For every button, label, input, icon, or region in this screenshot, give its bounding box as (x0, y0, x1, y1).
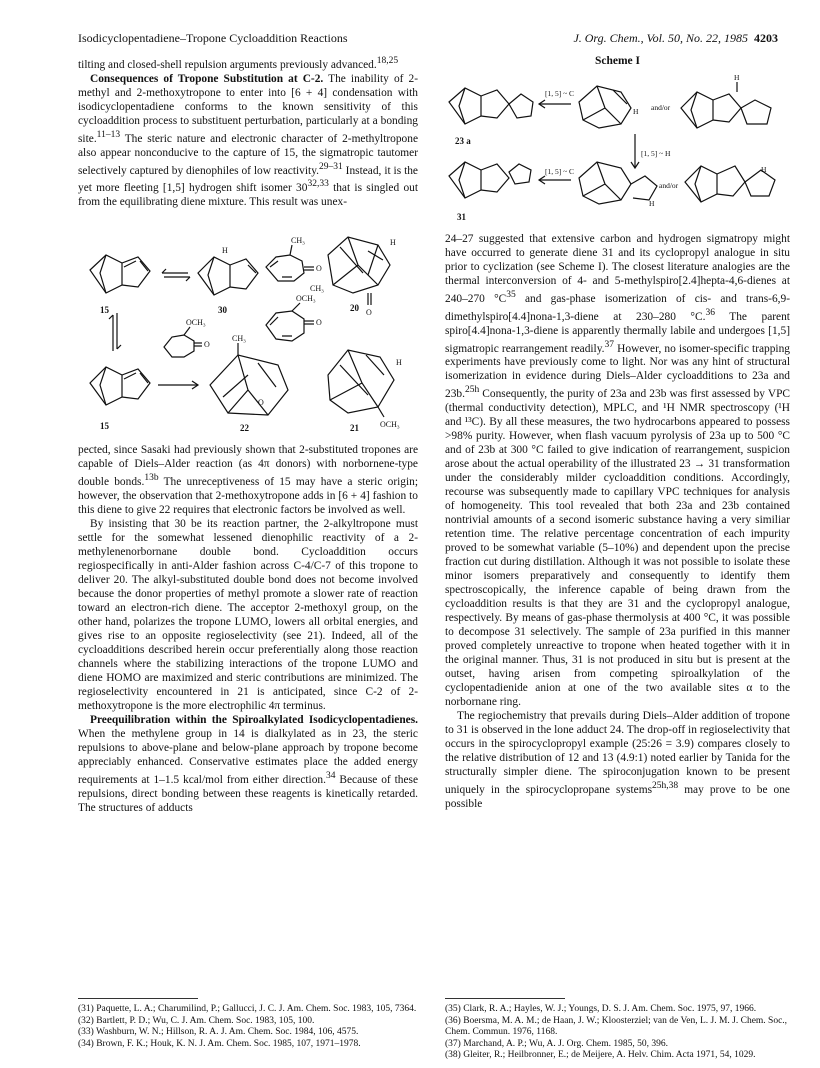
footnote-rule (445, 998, 565, 999)
footnote: (34) Brown, F. K.; Houk, K. N. J. Am. Chem. Soc. 1985, 107, 1971–1978. (78, 1038, 361, 1049)
left-column (78, 54, 418, 815)
compound-label: 15 (100, 421, 109, 432)
footnote: (36) Boersma, M. A. M.; de Haan, J. W.; Kloosterziel; van de Ven, L. J. M. J. Chem. Soc., Chem. Commun. 1976, 1168. (445, 1015, 788, 1037)
footnote: (31) Paquette, L. A.; Charumilind, P.; Gallucci, J. C. J. Am. Chem. Soc. 1983, 105, 7364. (78, 1004, 417, 1014)
h-label: H (633, 107, 639, 116)
paragraph: 24–27 suggested that extensive carbon and hydrogen sigmatropy might have occurred to generate diene 31 and its cyclopropyl analogue in situ prior to cyclization (see Scheme I). The closest literature analogies are the thermal interconversion of 4- and 5-methylspiro[2.4]hepta-4,6-dienes at 240–270 $^\circ C^{35}$ and gas-phase isomerization of cis- and trans-6,9-dimethylspiro[4.4]nona-1,3-diene at 230–280 °C.$^{36}$ The parent spiro[4.4]nona-1,3-diene is apparently thermally labile and undergoes [1,5] sigmatropic rearrangement readily.$^{37}$ However, no isomer-specific trapping experiments have previously come to light. Nor was any hint of structural isomerization in evidence during Diels–Alder cycloadditions to 23a and 23b.$^{25h}$ Consequently, the purity of 23a and 23b was first assessed by VPC (thermal conductivity detection), MPLC, and ¹H NMR spectroscopy (¹H and ¹³C). By all these measures, the two hydrocarbons appeared to possess >98% purity. However, when flash vacuum pyrolysis of 23a up to 500 °C and of 23b at 300 °C failed to give indication of rearrangement, suspicion arose about the actual operability of the illustrated 23 → 31 transformation under the considerably milder cycloaddition conditions. Accordingly, recourse was subsequently made to capillary VPC techniques for analysis of homogeneity. This tool revealed that both 23a and 23b contained nontrivial amounts of a second isomeric substance having a very similiar retention time. The relative percentage concentration of each impurity proved to be somewhat variable (5–10%) and dependent upon the precise fraction cut during distillation. Although it was not possible to isolate these minor isomers preparatively and consequently to identify them spectroscopically, the inference capable of being drawn from the cycloaddition results is that they are 31 and the cyclopropyl analogue, respectively. By means of gas-phase thermolysis at 400 °C, it was possible to decompose 31 selectively. The sample of 23a purified in this manner proved completely unreactive to tropone when heated together with it in the original manner. Thus, 31 is not produced in situ but is present at the outset, having arisen from competing spiroalkylation of the cyclopentadienide anion at one of the two available sites α to the norbornane ring. (445, 233, 790, 709)
compound-label: 22 (240, 423, 249, 434)
section-heading: Preequilibration within the Spiroalkylated Isodicyclopentadienes. (90, 713, 418, 726)
paragraph: Consequences of Tropone Substitution at C-2. The inability of 2-methyl and 2-methoxytropone to enter into [6 + 4] condensation with isodicyclopentadiene conforms to the known sensitivity of this cycloaddition process to substituent perturbation, particularly at a bonding site.$^{11-13}$ The steric nature and electronic character of 2-methyltropone also appear nonconducive to the capture of 15, the sigmatropic tautomer selectively captured by dienophiles of low reactivity.$^{29-31}$ Instead, it is the yet more fleeting [1,5] hydrogen shift isomer 30$^{32,33}$ that is singled out from the equilibrating diene mixture. This result was unex- (78, 72, 418, 209)
header-journal-info (573, 31, 778, 46)
group-label: O (316, 264, 322, 274)
scheme-diagram (445, 72, 790, 226)
group-label: O (204, 340, 210, 350)
paragraph: By insisting that 30 be its reaction partner, the 2-alkyltropone must settle for the somewhat lessened dienophilic reactivity of a 2-methylenenorbornane double bond. Cycloaddition occurs regiospecifically in anti-Alder fashion across C-4/C-7 of this tropone to deliver 20. The alkyl-substituted double bond does not become involved because the donor properties of methyl promote a slower rate of reaction toward an electron-rich diene. The acceptor 2-methoxyl group, on the other hand, polarizes the tropone LUMO, lowers all orbital energies, and gives rise to an opposite regioselectivity (see 21). Indeed, all of the cycloadditions described herein occur preferentially along those reaction channels where the stabilizing interactions of the tropone LUMO and diene HOMO are maximized and steric contributions are minimized. The regioselectivity encountered in 21 is anticipated, since C-2 of 2-methoxytropone is the more electrophilic 4π terminus. (78, 517, 418, 712)
footnote: (32) Bartlett, P. D.; Wu, C. J. Am. Chem. Soc. 1983, 105, 100. (78, 1015, 315, 1026)
reaction-figure (78, 215, 418, 439)
group-label: OCH₃ (380, 420, 400, 430)
paragraph: pected, since Sasaki had previously shown that 2-substituted tropones are capable of Diels–Alder reaction (as 4π donors) with norbornene-type double bonds.$^{13b}$ The unreceptiveness of 15 may have a steric origin; however, the observation that 2-methoxytropone adds in [6 + 4] fashion to this diene to give 22 requires that electronic factors be involved as well. (78, 444, 418, 516)
group-label: OCH₃ (296, 294, 316, 304)
paragraph: Preequilibration within the Spiroalkylated Isodicyclopentadienes. When the methylene group in 14 is dialkylated as in 23, the steric repulsions to above-plane and below-plane approach by tropone become appreciably enhanced. Conservative estimates place the added energy requirements at 1–1.5 kcal/mol from either direction.$^{34}$ Because of these repulsions, direct bonding between these reagents is kinetically retarded. The structures of adducts (78, 713, 419, 814)
group-label: O (258, 398, 264, 408)
compound-label: 31 (457, 212, 466, 222)
paragraph: The regiochemistry that prevails during Diels–Alder addition of tropone to 31 is observed in the lone adduct 24. The drop-off in regioselectivity that occurs in the spirocyclopropyl example (25:26 = 3.9) compares closely to the relative distribution of 12 and 13 (4.9:1) noted earlier by Tanida for the structurally simpler diene. The spiroconjugation known to be present uniquely in the spirocyclopropane systems$^{25h,38}$ may prove to be one possible (445, 710, 790, 810)
header-title: Isodicyclopentadiene–Tropone Cycloaddition Reactions (78, 31, 348, 45)
group-label: CH₃ (291, 236, 305, 246)
compound-label: 21 (350, 423, 359, 434)
group-label: H (396, 358, 402, 368)
right-column (445, 54, 790, 811)
group-label: CH₃ (310, 284, 324, 294)
group-label: O (316, 318, 322, 328)
group-label: OCH₃ (186, 318, 206, 328)
arrow-label: [1, 5] ~ C (545, 167, 575, 176)
compound-label: 20 (350, 303, 359, 314)
footnote: (33) Washburn, W. N.; Hillson, R. A. J. Am. Chem. Soc. 1984, 106, 4575. (78, 1027, 359, 1037)
footnote: (38) Gleiter, R.; Heilbronner, E.; de Meijere, A. Helv. Chim. Acta 1971, 54, 1029. (445, 1050, 756, 1060)
footnotes-left (78, 1004, 418, 1050)
group-label: H (390, 238, 396, 248)
footnote: (37) Marchand, A. P.; Wu, A. J. Org. Chem. 1985, 50, 396. (445, 1038, 669, 1049)
scheme-title: Scheme I (594, 55, 641, 67)
compound-label: 15 (100, 305, 109, 316)
section-heading: Consequences of Tropone Substitution at C-2. (90, 72, 324, 85)
footnote-rule (78, 998, 198, 999)
arrow-label: [1, 5] ~ C (545, 89, 575, 98)
and-or-label: and/or (659, 181, 679, 190)
arrow-label: [1, 5] ~ H (641, 149, 671, 158)
page-number: 4203 (754, 31, 778, 45)
journal-citation: J. Org. Chem., Vol. 50, No. 22, 1985 (573, 31, 748, 45)
reaction-diagram (78, 215, 418, 439)
h-label: H (734, 73, 740, 82)
footnote: (35) Clark, R. A.; Hayles, W. J.; Youngs, D. S. J. Am. Chem. Soc. 1975, 97, 1966. (445, 1004, 757, 1014)
running-header (78, 31, 778, 47)
compound-label: 30 (218, 305, 227, 316)
group-label: H (222, 246, 228, 256)
compound-label: 23 a (455, 136, 471, 146)
group-label: CH₃ (232, 334, 246, 344)
group-label: O (366, 308, 372, 318)
scheme-figure (445, 54, 790, 226)
h-label: H (649, 199, 655, 208)
footnotes-right (445, 1004, 790, 1062)
h-label: H (761, 165, 767, 174)
paragraph: tilting and closed-shell repulsion arguments previously advanced.$^{18,25}$ (78, 56, 399, 71)
and-or-label: and/or (651, 103, 671, 112)
